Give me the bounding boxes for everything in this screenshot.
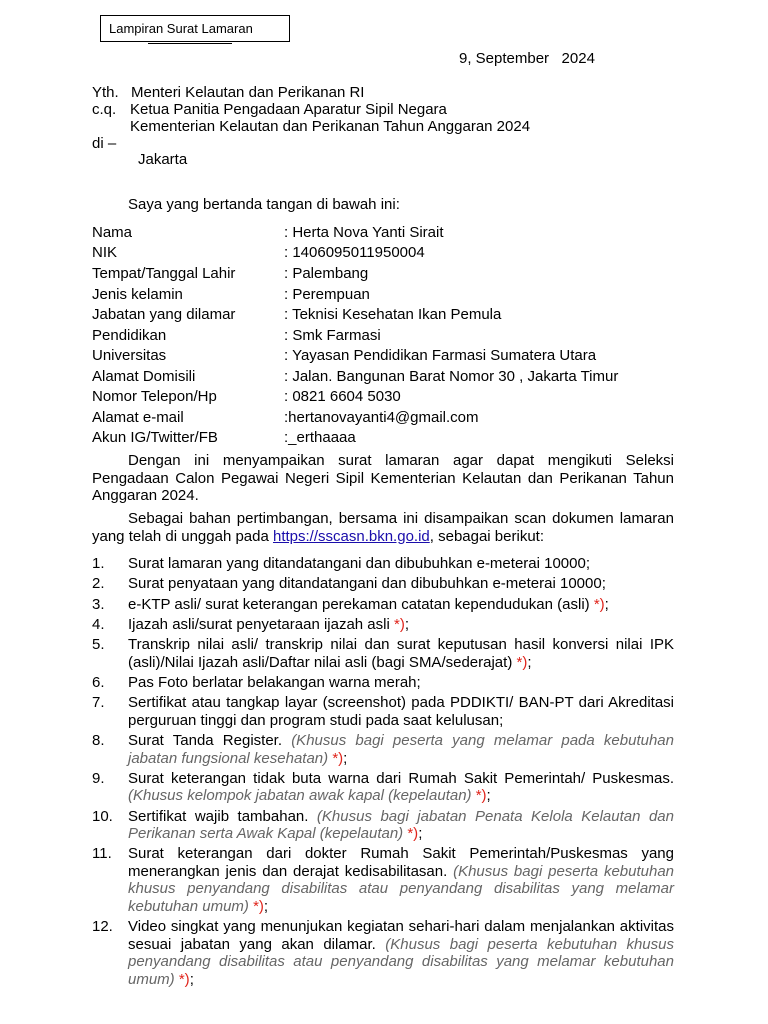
list-item-main: Ijazah asli/surat penyetaraan ijazah asli [128,615,394,633]
field-label: Pendidikan [92,327,167,344]
field-label: Nomor Telepon/Hp [92,388,217,405]
list-item-note: (Khusus bagi peserta kebutuhan khusus penyandang disabilitas atau penyandang disabilitas yang melamar kebutuhan umum) [128,935,674,988]
field-value: : Teknisi Kesehatan Ikan Pemula [284,306,502,323]
list-item-number: 3. [92,595,105,613]
list-item-main: Pas Foto berlatar belakangan warna merah; [128,673,421,691]
required-marker: *) [394,615,405,633]
list-item-main: Surat Tanda Register. [128,732,292,750]
sscasn-link[interactable]: https://sscasn.bkn.go.id [273,527,430,545]
field-value: : 0821 6604 5030 [284,388,401,405]
list-item-number: 12. [92,918,113,936]
cq-text: Ketua Panitia Pengadaan Aparatur Sipil Negara [130,101,447,118]
list-item-end: ; [263,897,269,915]
field-value: : 1406095011950004 [284,244,425,261]
field-label: Universitas [92,347,167,364]
list-item-main: Sertifikat atau tangkap layar (screenshot) pada PDDIKTI/ BAN-PT dari Akreditasi perguruan tinggi dan program studi pada saat kelulusan; [128,694,674,729]
list-item [92,674,674,692]
field-label: Tempat/Tanggal Lahir [92,265,236,282]
list-item-main: Video singkat yang menunjukan kegiatan sehari-hari dalam menjalankan aktivitas sesuai jabatan yang akan dilamar. [128,918,674,953]
list-item-end: ; [418,825,423,843]
list-item [92,808,674,843]
cq-line [92,101,447,119]
required-marker: *) [593,595,605,613]
field-label: Nama [92,224,133,241]
required-marker: *) [332,749,344,767]
field-value: : Jalan. Bangunan Barat Nomor 30 , Jakarta Timur [284,368,619,385]
field-label: Jabatan yang dilamar [92,306,236,323]
list-item-main: Surat keterangan tidak buta warna dari Rumah Sakit Pemerintah/ Puskesmas. [128,769,674,787]
list-item-main: Transkrip nilai asli/ transkrip nilai dan surat keputusan hasil konversi nilai IPK (asli)/Nilai Ijazah asli/Daftar nilai asli (bagi SMA/sederajat) [128,636,674,671]
list-item-end: ; [189,970,194,988]
list-item-text [128,918,674,988]
list-item [92,732,674,767]
field-value: :_erthaaaa [284,429,356,446]
list-item-main: Surat keterangan dari dokter Rumah Sakit Pemerintah/Puskesmas yang menerangkan jenis dan derajat kedisabilitasan. [128,845,674,880]
recipient-line [92,84,365,102]
cq-prefix: c.q. [92,101,117,118]
list-item [92,555,674,573]
list-item-note: (Khusus bagi peserta yang melamar pada kebutuhan jabatan fungsional kesehatan) [128,732,674,767]
list-item-main: Surat penyataan yang ditandatangani dan dibubuhkan e-meterai 10000; [128,575,606,593]
label-underline [148,43,232,44]
list-item-text [128,616,674,634]
required-marker: *) [178,970,190,988]
list-item-number: 2. [92,575,105,593]
list-item-number: 5. [92,636,105,654]
field-label: Akun IG/Twitter/FB [92,429,218,446]
list-item [92,845,674,915]
attachment-label: Lampiran Surat Lamaran [109,21,253,36]
required-marker: *) [475,787,487,805]
list-item [92,770,674,805]
list-item [92,596,674,614]
list-item-text [128,575,674,593]
list-item-end: ; [604,595,609,613]
list-item-main: Surat lamaran yang ditandatangani dan dibubuhkan e-meterai 10000; [128,555,590,572]
field-value: : Smk Farmasi [284,327,381,344]
list-item-note: (Khusus bagi jabatan Penata Kelola Kelautan dan Perikanan serta Awak Kapal (kepelautan) [128,807,674,843]
list-item-note: (Khusus kelompok jabatan awak kapal (kepelautan) [128,787,476,805]
recipient-name: Menteri Kelautan dan Perikanan RI [131,84,365,101]
list-item-end: ; [486,787,491,805]
list-item [92,636,674,671]
list-item-text [128,694,674,729]
list-item-number: 4. [92,615,105,633]
paragraph-2-before: Sebagai bahan pertimbangan, bersama ini disampaikan scan dokumen lamaran yang telah di unggah pada [92,510,674,545]
cq-line2: Kementerian Kelautan dan Perikanan Tahun Anggaran 2024 [130,118,531,135]
list-item-number: 11. [92,845,112,863]
field-label: NIK [92,244,118,261]
document-list [92,555,674,991]
paragraph-2-after: , sebagai berikut: [429,527,545,545]
paragraph-1: Dengan ini menyampaikan surat lamaran agar dapat mengikuti Seleksi Pengadaan Calon Pegawai Negeri Sipil Kementerian Kelautan dan Perikanan Tahun Anggaran 2024. [92,452,674,504]
field-value: : Herta Nova Yanti Sirait [284,224,444,241]
field-label: Alamat Domisili [92,368,196,385]
list-item [92,575,674,593]
list-item-main: e-KTP asli/ surat keterangan perekaman catatan kependudukan (asli) [128,595,594,613]
field-label: Jenis kelamin [92,286,183,303]
list-item-text [128,636,674,671]
list-item-text [128,555,674,573]
required-marker: *) [253,897,264,915]
list-item-number: 10. [92,807,113,825]
field-value: : Perempuan [284,286,370,303]
list-item-number: 6. [92,673,105,691]
list-item-number: 8. [92,732,105,750]
list-item-text [128,674,674,692]
list-item-end: ; [404,615,410,633]
attachment-label-box [100,15,290,42]
field-value: : Palembang [284,265,369,282]
list-item-number: 1. [92,555,105,572]
list-item-number: 9. [92,769,105,787]
di-text: di – [92,135,117,152]
city: Jakarta [138,151,188,168]
paragraph-2 [92,510,674,545]
list-item [92,918,674,988]
required-marker: *) [407,825,419,843]
list-item [92,616,674,634]
intro-text: Saya yang bertanda tangan di bawah ini: [128,196,400,213]
list-item-text [128,596,674,614]
list-item-end: ; [527,653,532,671]
list-item [92,694,674,729]
letter-date: 9, September 2024 [459,50,595,67]
list-item-end: ; [343,749,348,767]
field-value: : Yayasan Pendidikan Farmasi Sumatera Utara [284,347,597,364]
field-label: Alamat e-mail [92,409,184,426]
list-item-note: (Khusus bagi peserta kebutuhan khusus penyandang disabilitas atau penyandang disabilitas yang melamar kebutuhan umum) [128,862,675,915]
list-item-text [128,732,674,767]
list-item-number: 7. [92,694,105,712]
field-value: :hertanovayanti4@gmail.com [284,409,479,426]
list-item-text [128,808,674,843]
required-marker: *) [516,653,528,671]
yth-prefix: Yth. [92,84,119,101]
list-item-text [128,770,674,805]
list-item-text [128,845,674,915]
list-item-main: Sertifikat wajib tambahan. [128,807,317,825]
